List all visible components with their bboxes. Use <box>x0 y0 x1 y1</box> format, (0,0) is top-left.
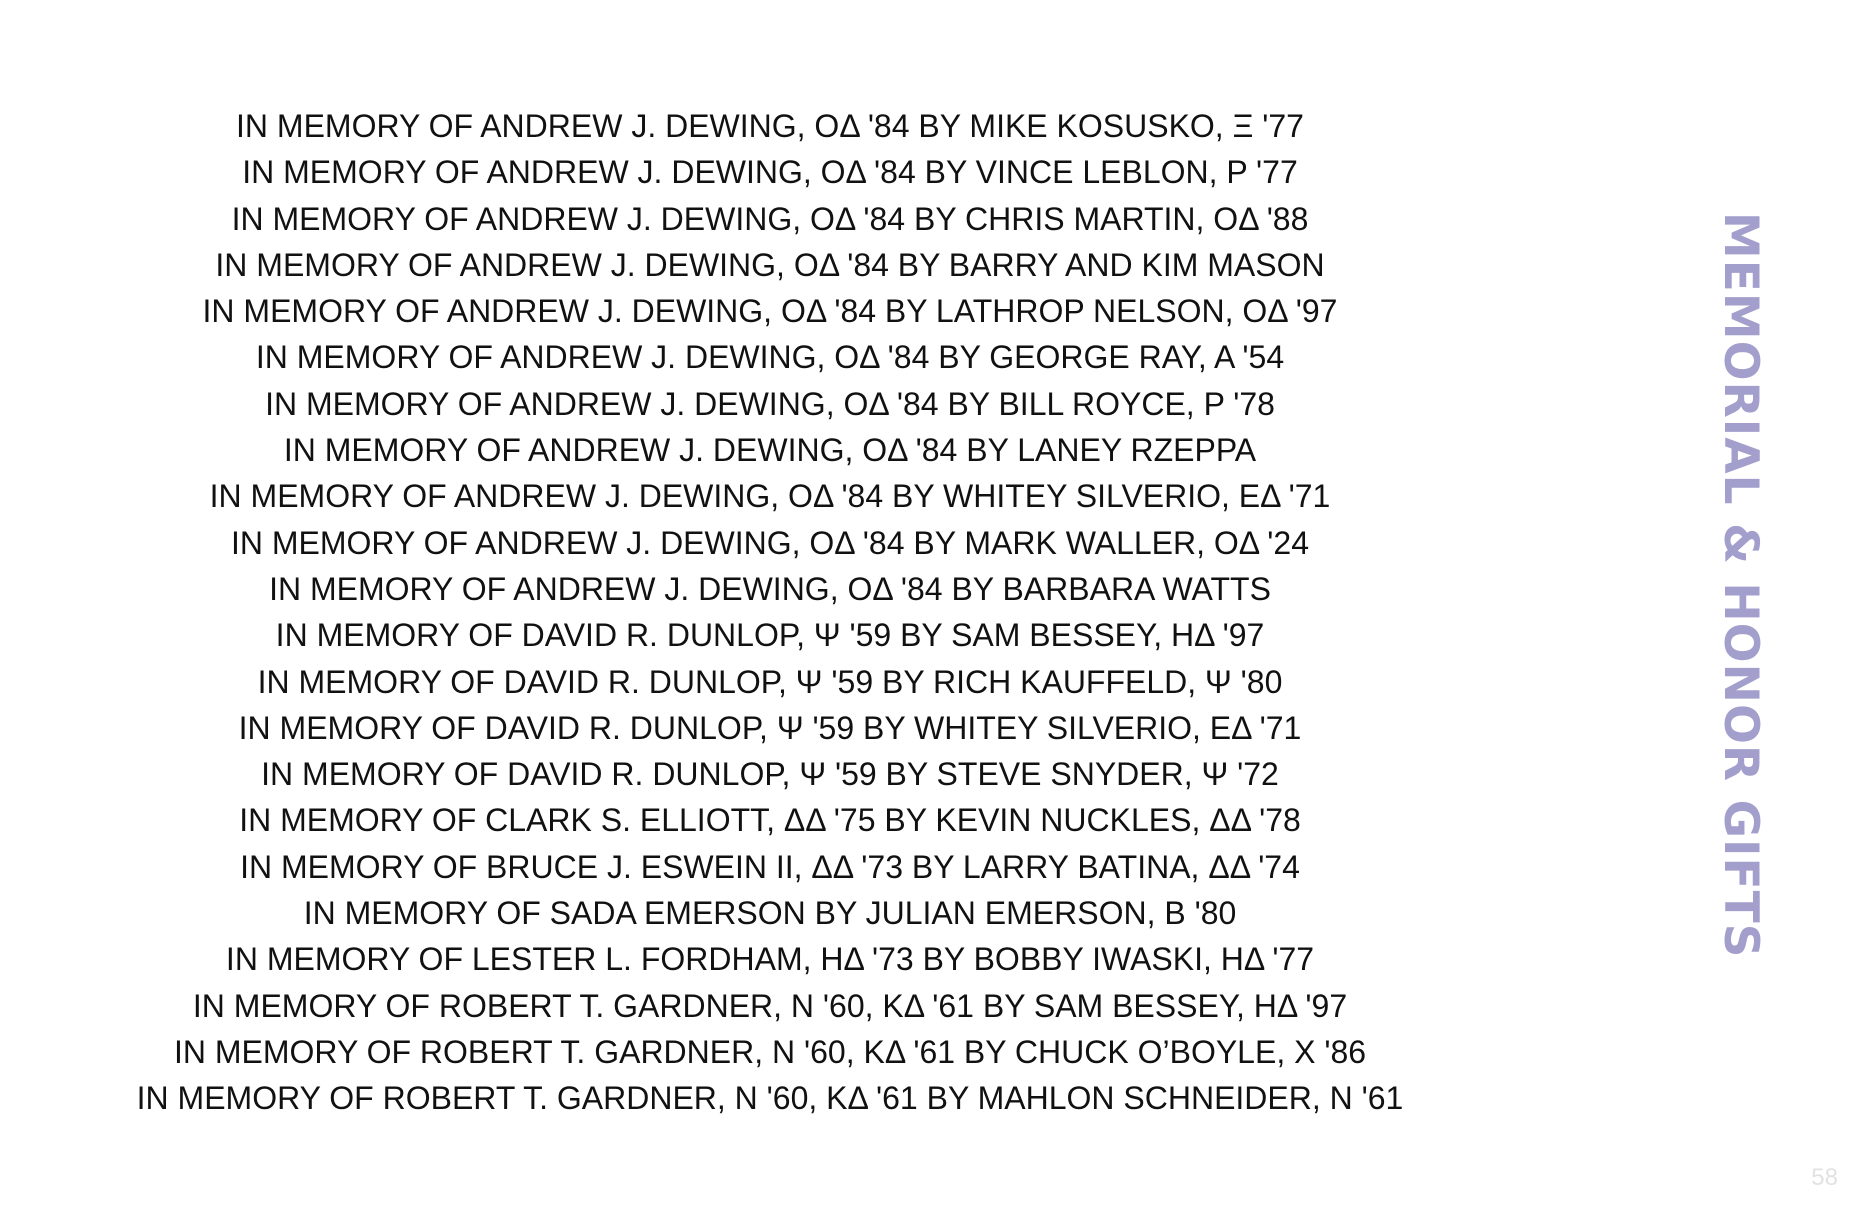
memorial-entry: IN MEMORY OF ANDREW J. DEWING, OΔ '84 BY BARRY AND KIM MASON <box>215 246 1325 283</box>
memorial-entry: IN MEMORY OF ROBERT T. GARDNER, N '60, KΔ '61 BY MAHLON SCHNEIDER, N '61 <box>136 1080 1404 1117</box>
memorial-entry: IN MEMORY OF SADA EMERSON BY JULIAN EMERSON, B '80 <box>303 895 1237 932</box>
memorial-entry: IN MEMORY OF LESTER L. FORDHAM, HΔ '73 BY BOBBY IWASKI, HΔ '77 <box>225 941 1315 978</box>
memorial-entry: IN MEMORY OF ANDREW J. DEWING, OΔ '84 BY MARK WALLER, OΔ '24 <box>230 524 1309 561</box>
memorial-entry: IN MEMORY OF ANDREW J. DEWING, OΔ '84 BY WHITEY SILVERIO, EΔ '71 <box>209 478 1331 515</box>
memorial-entry: IN MEMORY OF ROBERT T. GARDNER, N '60, KΔ '61 BY CHUCK O’BOYLE, X '86 <box>173 1033 1367 1070</box>
memorial-entry: IN MEMORY OF DAVID R. DUNLOP, Ψ '59 BY WHITEY SILVERIO, EΔ '71 <box>238 709 1302 746</box>
memorial-entry: IN MEMORY OF ANDREW J. DEWING, OΔ '84 BY LANEY RZEPPA <box>283 432 1257 469</box>
memorial-entry: IN MEMORY OF DAVID R. DUNLOP, Ψ '59 BY STEVE SNYDER, Ψ '72 <box>261 756 1279 793</box>
memorial-entry: IN MEMORY OF CLARK S. ELLIOTT, ΔΔ '75 BY KEVIN NUCKLES, ΔΔ '78 <box>239 802 1301 839</box>
memorial-entry: IN MEMORY OF ANDREW J. DEWING, OΔ '84 BY BARBARA WATTS <box>269 570 1271 607</box>
memorial-entry: IN MEMORY OF ANDREW J. DEWING, OΔ '84 BY GEORGE RAY, A '54 <box>255 339 1285 376</box>
page-number: 58 <box>1811 1164 1838 1191</box>
memorial-entry: IN MEMORY OF ANDREW J. DEWING, OΔ '84 BY CHRIS MARTIN, OΔ '88 <box>231 200 1309 237</box>
memorial-entry: IN MEMORY OF DAVID R. DUNLOP, Ψ '59 BY RICH KAUFFELD, Ψ '80 <box>257 663 1283 700</box>
memorial-entry: IN MEMORY OF ANDREW J. DEWING, OΔ '84 BY MIKE KOSUSKO, Ξ '77 <box>236 108 1304 144</box>
memorial-list <box>0 103 1540 1122</box>
memorial-entry: IN MEMORY OF ANDREW J. DEWING, OΔ '84 BY BILL ROYCE, P '78 <box>265 385 1275 422</box>
memorial-entry: IN MEMORY OF ROBERT T. GARDNER, N '60, KΔ '61 BY SAM BESSEY, HΔ '97 <box>192 987 1348 1024</box>
section-title: MEMORIAL & HONOR GIFTS <box>1713 212 1768 959</box>
memorial-entry: IN MEMORY OF BRUCE J. ESWEIN II, ΔΔ '73 BY LARRY BATINA, ΔΔ '74 <box>240 848 1300 885</box>
memorial-entry: IN MEMORY OF DAVID R. DUNLOP, Ψ '59 BY SAM BESSEY, HΔ '97 <box>275 617 1265 654</box>
memorial-entry: IN MEMORY OF ANDREW J. DEWING, OΔ '84 BY VINCE LEBLON, P '77 <box>242 154 1298 191</box>
memorial-entry: IN MEMORY OF ANDREW J. DEWING, OΔ '84 BY LATHROP NELSON, OΔ '97 <box>202 293 1338 330</box>
